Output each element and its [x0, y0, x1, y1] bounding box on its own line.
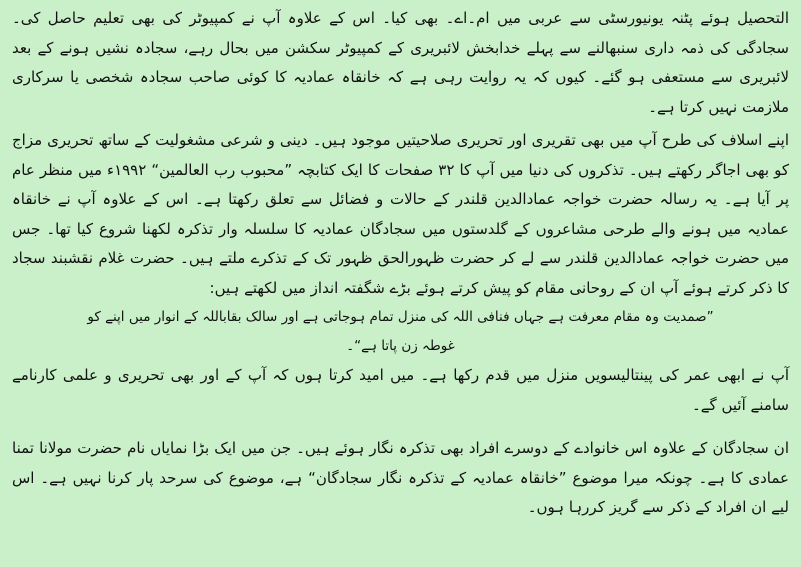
- paragraph-writing: اپنے اسلاف کی طرح آپ میں بھی تقریری اور تحریری صلاحیتیں موجود ہیں۔ دینی و شرعی مشغولیت کے ساتھ تحریری مزاج کو بھی اجاگر رکھتے ہیں۔ تذکروں کی دنیا میں آپ کا ۳۲ صفحات کا ایک کتابچہ ”محبوب رب العالمین“ ۱۹۹۲ء میں منظر عام پر آیا ہے۔ یہ رسالہ حضرت خواجہ عمادالدین قلندر کے حالات و فضائل سے تعلق رکھتا ہے۔ اس کے علاوہ آپ نے خانقاہ عمادیہ میں ہونے والے طرحی مشاعروں کے گلدستوں میں سجادگان عمادیہ کا سلسلہ وار تذکرہ لکھنا شروع کیا تھا۔ جس میں حضرت خواجہ عمادالدین قلندر سے لے کر حضرت ظہورالحق ظہور تک کے تذکرے ملتے ہیں۔ حضرت غلام نقشبند سجاد کا ذکر کرتے ہوئے آپ ان کے روحانی مقام کو پیش کرتے ہوئے بڑے شگفتہ انداز میں لکھتے ہیں:: [12, 131, 790, 297]
- paragraph-gap: [12, 420, 789, 434]
- paragraph-closing: ان سجادگان کے علاوہ اس خانوادے کے دوسرے افراد بھی تذکرہ نگار ہوئے ہیں۔ جن میں ایک بڑا نمایاں نام حضرت مولانا تمنا عمادی کا ہے۔ چونکہ میرا موضوع ”خانقاہ عمادیہ کے تذکرہ نگار سجادگان“ ہے، موضوع کی سرحد پار کرنا نہیں ہے۔ اس لیے ان افراد کے ذکر سے گریز کررہا ہوں۔: [12, 439, 789, 516]
- paragraph-education: التحصیل ہوئے پٹنہ یونیورسٹی سے عربی میں ام۔اے۔ بھی کیا۔ اس کے علاوہ آپ نے کمپیوٹر کی بھی تعلیم حاصل کی۔ سجادگی کی ذمہ داری سنبھالنے سے پہلے خدابخش لائبریری کے کمپیوٹر سکشن میں بحال رہے، سجادہ نشیں ہونے کے بعد لائبریری سے مستعفی ہو گئے۔ کیوں کہ یہ روایت رہی ہے کہ خانقاہ عمادیہ کا کوئی صاحب سجادہ شخصی یا سرکاری ملازمت نہیں کرتا ہے۔: [12, 9, 789, 116]
- block-quote: ”صمدیت وہ مقام معرفت ہے جہاں فنافی اللہ کی منزل تمام ہوجاتی ہے اور سالک بقاباللہ کے انوار میں اپنے کو غوطہ زن پاتا ہے“۔: [87, 309, 714, 354]
- paragraph-after-quote: آپ نے ابھی عمر کی پینتالیسویں منزل میں قدم رکھا ہے۔ میں امید کرتا ہوں کہ آپ کے اور بھی تحریری و علمی کارنامے سامنے آئیں گے۔: [12, 366, 789, 414]
